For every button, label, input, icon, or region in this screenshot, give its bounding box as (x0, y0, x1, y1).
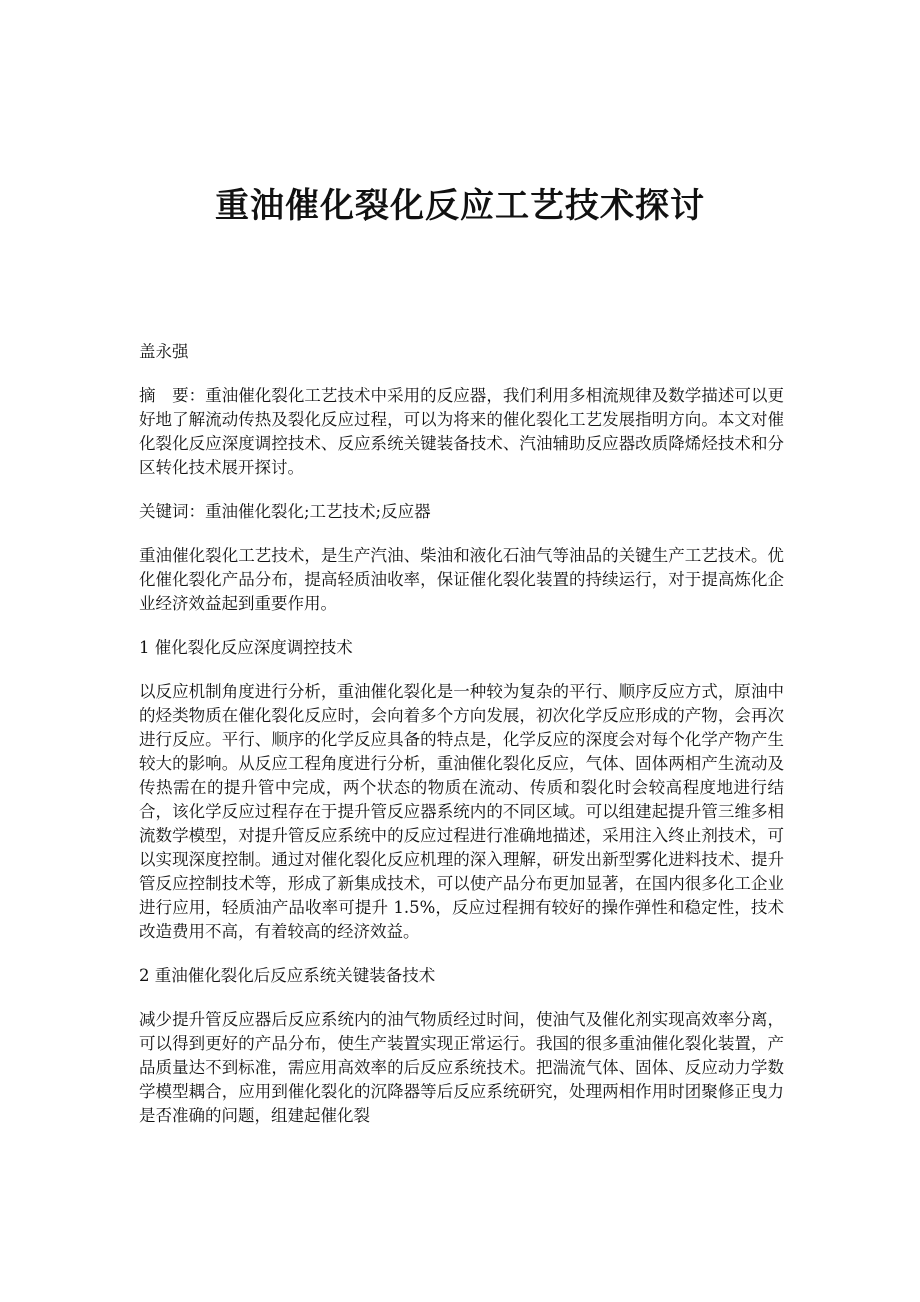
section-1-paragraph: 以反应机制角度进行分析，重油催化裂化是一种较为复杂的平行、顺序反应方式，原油中的烃类物质在催化裂化反应时，会向着多个方向发展，初次化学反应形成的产物，会再次进行反应。平行、顺序的化学反应具备的特点是，化学反应的深度会对每个化学产物产生较大的影响。从反应工程角度进行分析，重油催化裂化反应，气体、固体两相产生流动及传热需在的提升管中完成，两个状态的物质在流动、传质和裂化时会较高程度地进行结合，该化学反应过程存在于提升管反应器系统内的不同区域。可以组建起提升管三维多相流数学模型，对提升管反应系统中的反应过程进行准确地描述，采用注入终止剂技术，可以实现深度控制。通过对催化裂化反应机理的深入理解，研发出新型雾化进料技术、提升管反应控制技术等，形成了新集成技术，可以使产品分布更加显著，在国内很多化工企业进行应用，轻质油产品收率可提升 1.5%，反应过程拥有较好的操作弹性和稳定性，技术改造费用不高，有着较高的经济效益。 (139, 682, 784, 941)
author-name: 盖永强 (139, 342, 189, 361)
document-title: 重油催化裂化反应工艺技术探讨 (215, 186, 705, 226)
intro-paragraph: 重油催化裂化工艺技术，是生产汽油、柴油和液化石油气等油品的关键生产工艺技术。优化催化裂化产品分布，提高轻质油收率，保证催化裂化装置的持续运行，对于提高炼化企业经济效益起到重要作用。 (139, 546, 784, 613)
section-2-paragraph: 减少提升管反应器后反应系统内的油气物质经过时间，使油气及催化剂实现高效率分离，可以得到更好的产品分布，使生产装置实现正常运行。我国的很多重油催化裂化装置，产品质量达不到标准，需应用高效率的后反应系统技术。把湍流气体、固体、反应动力学数学模型耦合，应用到催化裂化的沉降器等后反应系统研究，处理两相作用时团聚修正曳力是否准确的问题，组建起催化裂 (139, 1010, 784, 1125)
abstract-paragraph: 摘 要：重油催化裂化工艺技术中采用的反应器，我们利用多相流规律及数学描述可以更好地了解流动传热及裂化反应过程，可以为将来的催化裂化工艺发展指明方向。本文对催化裂化反应深度调控技术、反应系统关键装备技术、汽油辅助反应器改质降烯烃技术和分区转化技术展开探讨。 (139, 386, 784, 477)
section-1-heading: 1 催化裂化反应深度调控技术 (139, 638, 353, 657)
keywords-line: 关键词：重油催化裂化;工艺技术;反应器 (139, 502, 431, 521)
section-2-heading: 2 重油催化裂化后反应系统关键装备技术 (139, 966, 436, 985)
document-body (139, 340, 784, 1148)
